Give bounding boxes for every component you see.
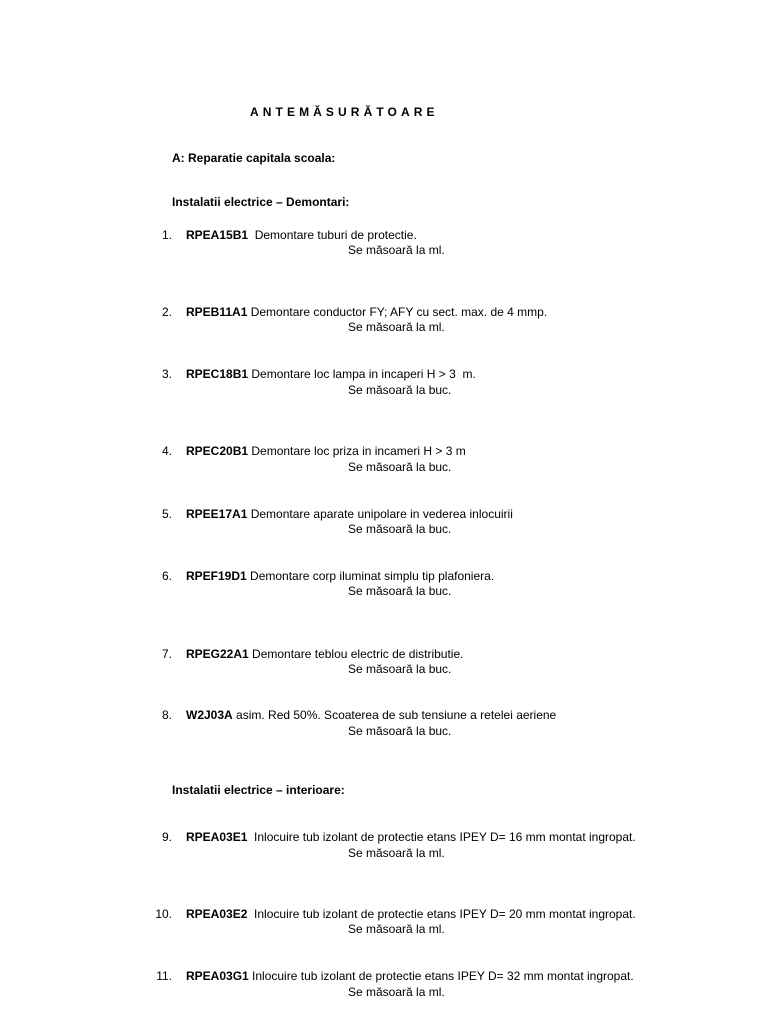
item-number: 1. bbox=[161, 228, 172, 242]
item-number: 4. bbox=[161, 444, 172, 458]
item-code: W2J03A bbox=[186, 708, 233, 722]
item-code: RPEF19D1 bbox=[186, 569, 247, 583]
item-description: Demontare corp iluminat simplu tip plafoniera. bbox=[246, 569, 495, 583]
item-number: 8. bbox=[161, 708, 172, 722]
item-code: RPEB11A1 bbox=[186, 305, 248, 319]
item-unit: Se măsoară la buc. bbox=[348, 522, 452, 536]
item-code: RPEC18B1 bbox=[186, 367, 249, 381]
item-description: Demontare loc priza in incameri H > 3 m bbox=[248, 444, 466, 458]
item-unit: Se măsoară la ml. bbox=[348, 243, 445, 257]
item-unit: Se măsoară la ml. bbox=[348, 320, 445, 334]
item-unit: Se măsoară la ml. bbox=[348, 922, 445, 936]
item-unit: Se măsoară la buc. bbox=[348, 383, 452, 397]
item-number: 6. bbox=[161, 569, 172, 583]
item-number: 10. bbox=[155, 907, 172, 921]
item-description: Inlocuire tub izolant de protectie etans IPEY D= 20 mm montat ingropat. bbox=[247, 907, 636, 921]
item-number: 3. bbox=[161, 367, 172, 381]
item-unit: Se măsoară la ml. bbox=[348, 846, 445, 860]
item-code: RPEA03E2 bbox=[186, 907, 248, 921]
item-description: asim. Red 50%. Scoaterea de sub tensiune a retelei aeriene bbox=[232, 708, 557, 722]
item-code: RPEA03E1 bbox=[186, 830, 248, 844]
item-code: RPEE17A1 bbox=[186, 507, 248, 521]
item-code: RPEG22A1 bbox=[186, 647, 249, 661]
item-description: Demontare loc lampa in incaperi H > 3 m. bbox=[248, 367, 476, 381]
section-heading-interioare: Instalatii electrice – interioare: bbox=[172, 783, 345, 797]
item-number: 11. bbox=[156, 969, 172, 983]
section-heading-demontari: Instalatii electrice – Demontari: bbox=[172, 195, 350, 209]
item-number: 2. bbox=[161, 305, 172, 319]
item-number: 9. bbox=[161, 830, 172, 844]
item-unit: Se măsoară la buc. bbox=[348, 460, 452, 474]
item-number: 7. bbox=[161, 647, 172, 661]
item-unit: Se măsoară la ml. bbox=[348, 985, 445, 999]
item-unit: Se măsoară la buc. bbox=[348, 662, 452, 676]
item-description: Demontare conductor FY; AFY cu sect. max. de 4 mmp. bbox=[247, 305, 548, 319]
page-title: ANTEMĂSURĂTOARE bbox=[250, 105, 439, 119]
item-description: Demontare teblou electric de distributie. bbox=[248, 647, 464, 661]
item-description: Inlocuire tub izolant de protectie etans IPEY D= 16 mm montat ingropat. bbox=[247, 830, 636, 844]
item-description: Inlocuire tub izolant de protectie etans IPEY D= 32 mm montat ingropat. bbox=[248, 969, 634, 983]
item-number: 5. bbox=[161, 507, 172, 521]
item-description: Demontare tuburi de protectie. bbox=[248, 228, 417, 242]
item-unit: Se măsoară la buc. bbox=[348, 584, 452, 598]
item-code: RPEA15B1 bbox=[186, 228, 249, 242]
item-description: Demontare aparate unipolare in vederea inlocuirii bbox=[247, 507, 513, 521]
part-a-heading: A: Reparatie capitala scoala: bbox=[172, 151, 336, 165]
item-code: RPEC20B1 bbox=[186, 444, 249, 458]
item-code: RPEA03G1 bbox=[186, 969, 249, 983]
item-unit: Se măsoară la buc. bbox=[348, 724, 452, 738]
